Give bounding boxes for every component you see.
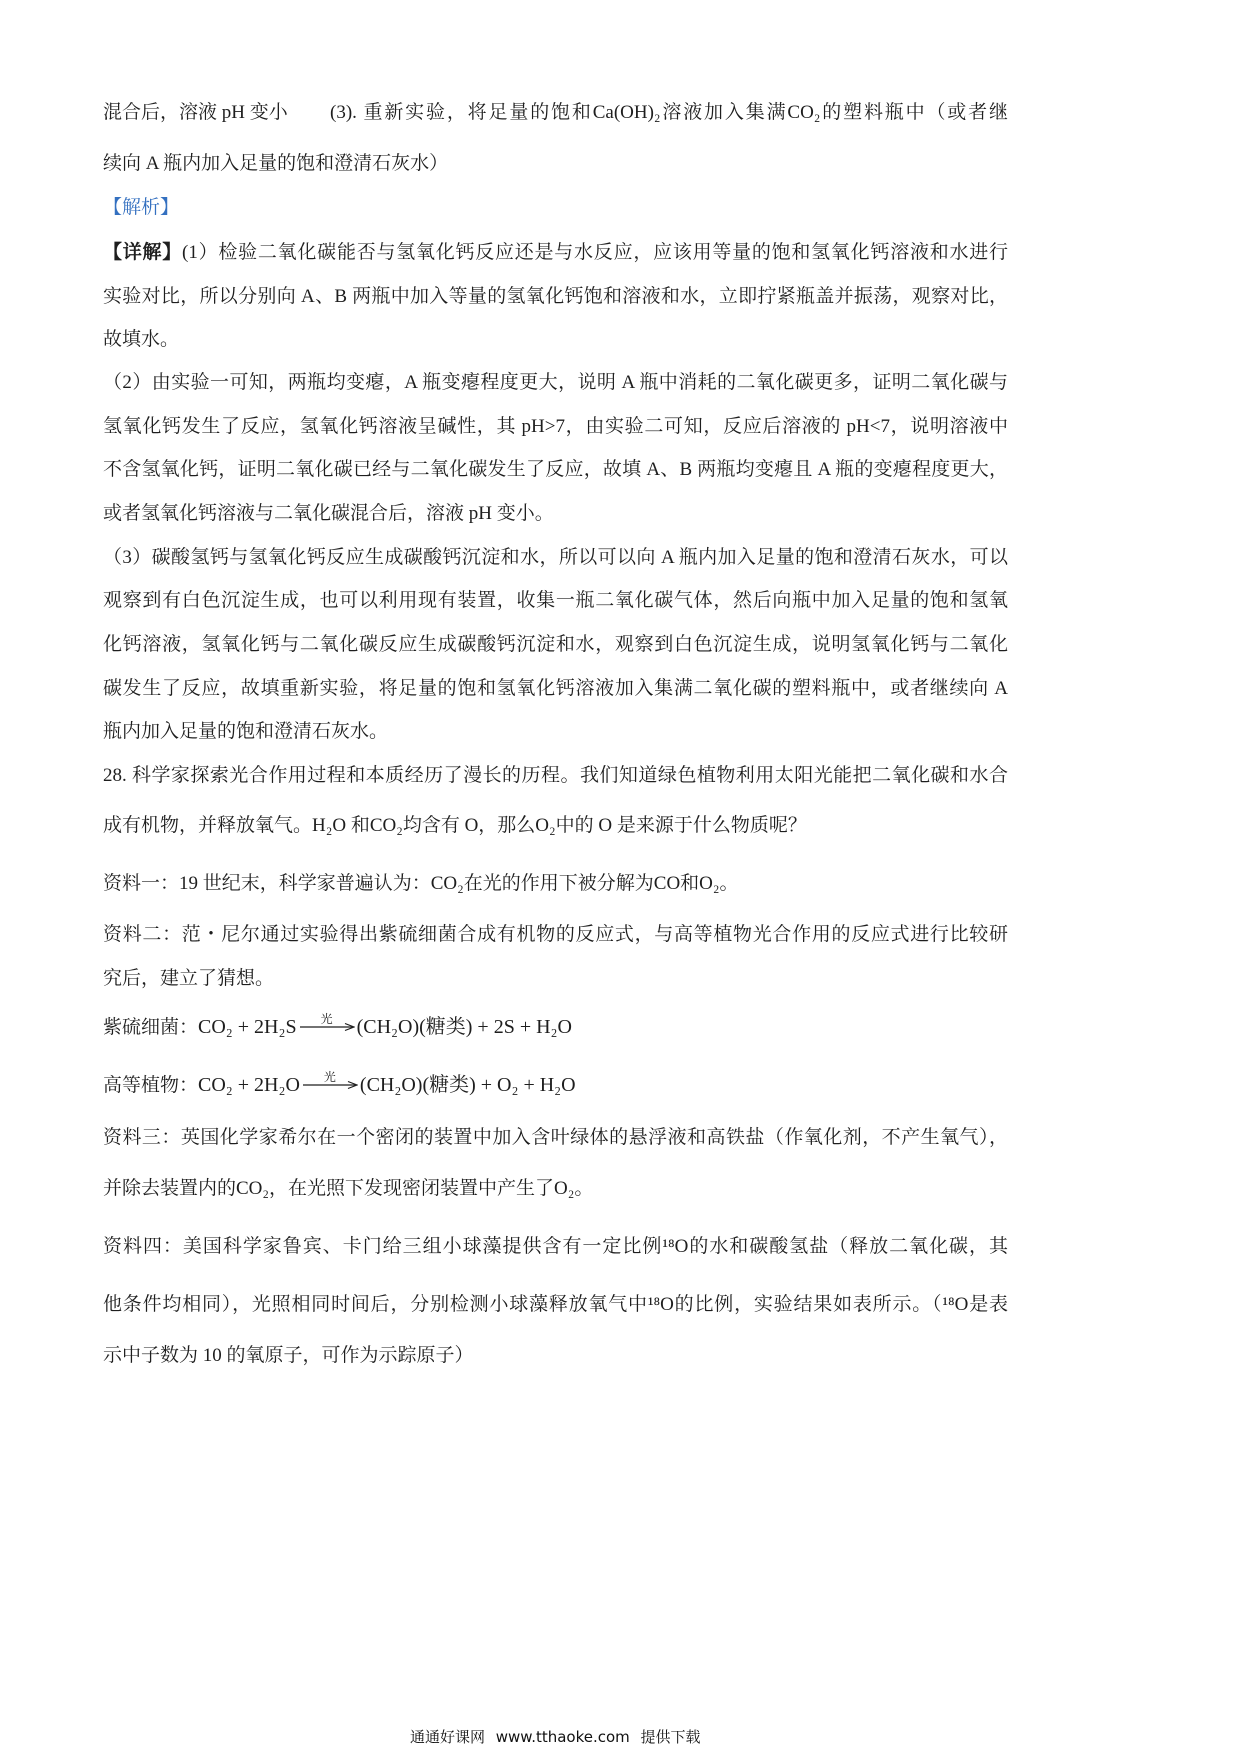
question-stem-line: 28. 科学家探索光合作用过程和本质经历了漫长的历程。我们知道绿色植物利用太阳光能把二氧化碳和水合 [103,765,1008,786]
answer-part2-end: 混合后，溶液 pH 变小 [103,102,288,123]
material-2-line: 究后，建立了猜想。 [103,968,275,989]
analysis-line [103,238,1008,268]
arrow-right-icon [302,1080,358,1090]
detail-label: 【详解】 [103,242,183,263]
material-3-line: 资料三：英国化学家希尔在一个密闭的装置中加入含叶绿体的悬浮液和高铁盐（作氧化剂，不产生氧气）， [103,1127,1008,1148]
reaction-condition: 光 [323,1070,336,1084]
equation-higher-plants [103,1063,576,1107]
reaction-arrow [299,1005,355,1049]
analysis-line: 化钙溶液，氢氧化钙与二氧化碳反应生成碳酸钙沉淀和水，观察到白色沉淀生成，说明氢氧化钙与二氧化 [103,634,1008,655]
material-4-line: 资料四：美国科学家鲁宾、卡门给三组小球藻提供含有一定比例¹⁸O的水和碳酸氢盐（释放二氧化碳，其 [103,1236,1008,1257]
analysis-line: 氢氧化钙发生了反应，氢氧化钙溶液呈碱性，其 pH>7，由实验二可知，反应后溶液的 pH<7，说明溶液中 [103,416,1008,437]
page-footer: 通通好课网 www.tthaoke.com 提供下载 [410,1728,701,1746]
equation-organism-label: 高等植物： [103,1075,199,1096]
analysis-line: 实验对比，所以分别向 A、B 两瓶中加入等量的氢氧化钙饱和溶液和水，立即拧紧瓶盖并振荡，观察对比， [103,286,1008,307]
analysis-line: （3）碳酸氢钙与氢氧化钙反应生成碳酸钙沉淀和水，所以可以向 A 瓶内加入足量的饱和澄清石灰水，可以 [103,547,1008,568]
arrow-right-icon [299,1022,355,1032]
answer-part3-line: 续向 A 瓶内加入足量的饱和澄清石灰水） [103,153,449,174]
material-2-line: 资料二：范・尼尔通过实验得出紫硫细菌合成有机物的反应式，与高等植物光合作用的反应式进行比较研 [103,924,1008,945]
analysis-line: 故填水。 [103,329,180,350]
equation-products: (CH₂O)(糖类) + O₂ + H₂O [359,1074,576,1096]
analysis-heading: 【解析】 [103,197,180,218]
material-4-line: 示中子数为 10 的氧原子，可作为示踪原子） [103,1345,474,1366]
analysis-line: 瓶内加入足量的饱和澄清石灰水。 [103,721,389,742]
material-1: 资料一：19 世纪末，科学家普遍认为：CO₂在光的作用下被分解为CO和O₂。 [103,873,739,894]
analysis-line: 或者氢氧化钙溶液与二氧化碳混合后，溶液 pH 变小。 [103,503,554,524]
analysis-line-text: (1）检验二氧化碳能否与氢氧化钙反应还是与水反应，应该用等量的饱和氢氧化钙溶液和水进行 [182,242,1008,263]
equation-reactants: CO₂ + 2H₂O [198,1074,300,1096]
analysis-line: 不含氢氧化钙，证明二氧化碳已经与二氧化碳发生了反应，故填 A、B 两瓶均变瘪且 A 瓶的变瘪程度更大， [103,459,1008,480]
analysis-line: 观察到有白色沉淀生成，也可以利用现有装置，收集一瓶二氧化碳气体，然后向瓶中加入足量的饱和氢氧 [103,590,1008,611]
analysis-line: 碳发生了反应，故填重新实验，将足量的饱和氢氧化钙溶液加入集满二氧化碳的塑料瓶中，或者继续向 A [103,678,1008,699]
question-stem-line: 成有机物，并释放氧气。H₂O 和CO₂均含有 O，那么O₂中的 O 是来源于什么物质呢？ [103,815,807,836]
equation-products: (CH₂O)(糖类) + 2S + H₂O [356,1016,572,1038]
answer-part3-line: (3). 重新实验，将足量的饱和Ca(OH)₂溶液加入集满CO₂的塑料瓶中（或者继 [330,102,1008,123]
equation-reactants: CO₂ + 2H₂S [198,1016,297,1038]
reaction-arrow [302,1063,358,1107]
equation-purple-sulfur-bacteria [103,1005,572,1049]
equation-organism-label: 紫硫细菌： [103,1017,199,1038]
analysis-line: （2）由实验一可知，两瓶均变瘪，A 瓶变瘪程度更大，说明 A 瓶中消耗的二氧化碳更多，证明二氧化碳与 [103,372,1008,393]
material-3-line: 并除去装置内的CO₂，在光照下发现密闭装置中产生了O₂。 [103,1178,594,1199]
material-4-line: 他条件均相同），光照相同时间后，分别检测小球藻释放氧气中¹⁸O的比例，实验结果如表所示。（¹⁸O是表 [103,1294,1008,1315]
reaction-condition: 光 [320,1012,333,1026]
